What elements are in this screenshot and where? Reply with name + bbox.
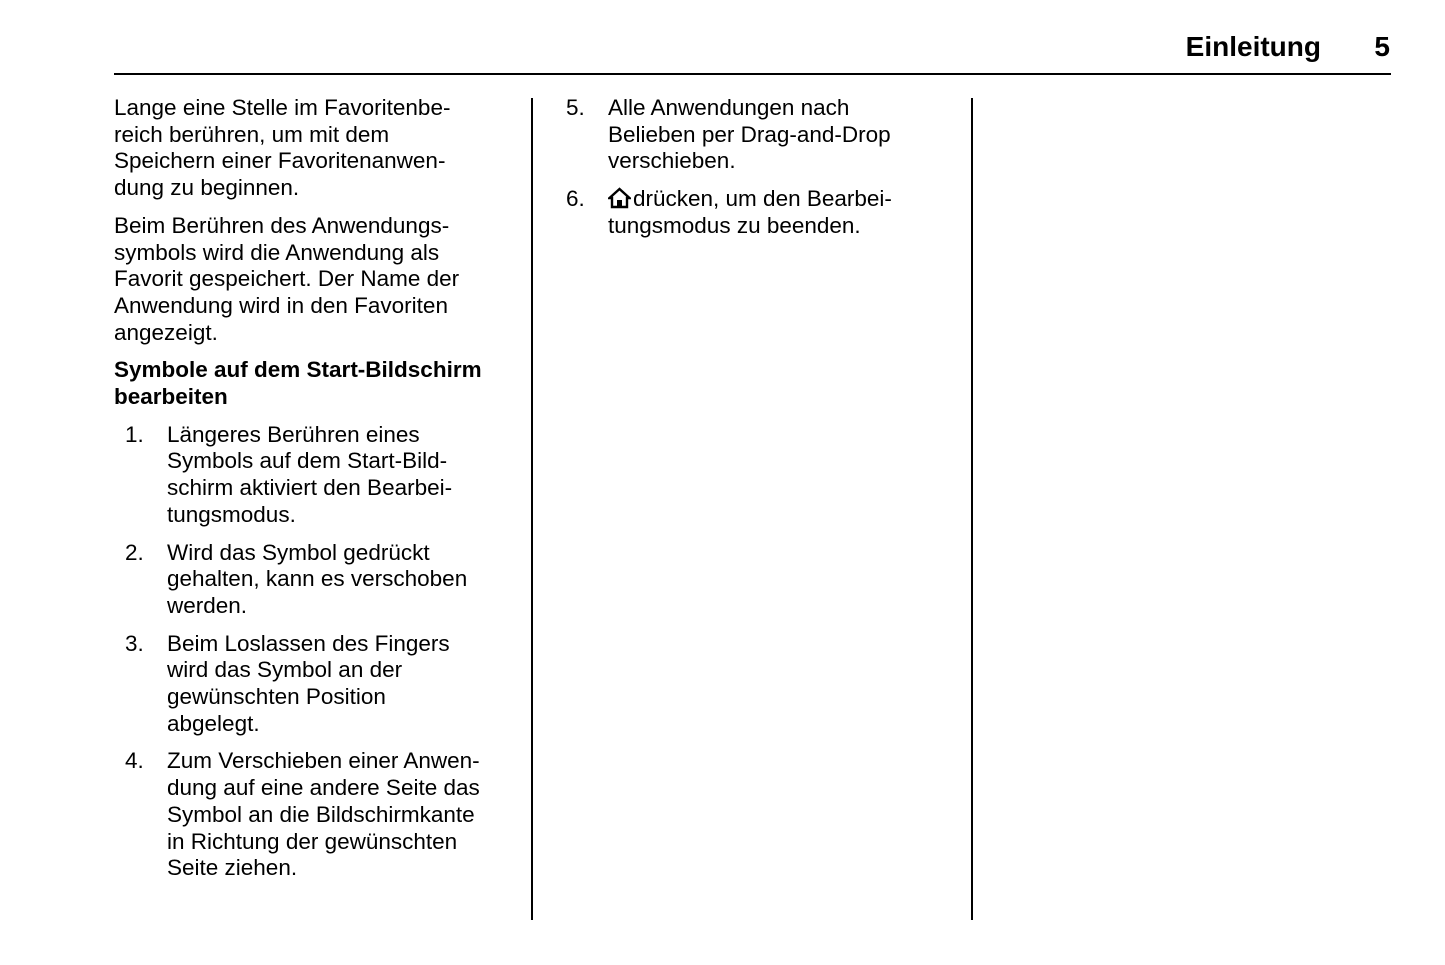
list-number: 4. <box>125 748 144 774</box>
text-line: reich berühren, um mit dem <box>114 121 390 147</box>
text-line: Symbols auf dem Start-Bild- <box>167 448 448 474</box>
list-item-5 <box>566 95 961 175</box>
section-heading <box>114 357 519 410</box>
list-number: 1. <box>125 421 144 447</box>
list-number: 3. <box>125 630 144 656</box>
list-number: 6. <box>566 186 585 212</box>
paragraph-save-favorite <box>114 213 519 347</box>
text-line: Belieben per Drag-and-Drop <box>608 121 891 147</box>
column-divider-left <box>531 98 533 920</box>
text-line: gehalten, kann es verschoben <box>167 566 468 592</box>
text-line: werden. <box>167 592 248 618</box>
text-line: Beim Loslassen des Fingers <box>167 630 450 656</box>
text-line: in Richtung der gewünschten <box>167 828 458 854</box>
text-line: Alle Anwendungen nach <box>608 95 850 120</box>
list-item-text <box>167 540 519 620</box>
text-line: Beim Berühren des Anwendungs- <box>114 212 450 238</box>
text-line-with-icon <box>608 186 961 213</box>
text-line: dung auf eine andere Seite das <box>167 775 480 801</box>
heading-line: bearbeiten <box>114 384 228 410</box>
list-item-1 <box>114 422 519 529</box>
column-divider-right <box>971 98 973 920</box>
text-line: tungsmodus zu beenden. <box>608 212 861 238</box>
list-item-text <box>608 186 961 239</box>
header-divider <box>114 73 1391 75</box>
page-header <box>114 30 1390 64</box>
page-number: 5 <box>1374 31 1390 62</box>
text-line: dung zu beginnen. <box>114 175 300 201</box>
list-item-text <box>608 95 961 175</box>
section-title: Einleitung <box>1185 31 1321 62</box>
list-number: 5. <box>566 95 585 120</box>
text-line: Favorit gespeichert. Der Name der <box>114 266 460 292</box>
text-column-2 <box>566 95 961 251</box>
list-item-3 <box>114 631 519 738</box>
text-column-1 <box>114 95 519 893</box>
text-line: Anwendung wird in den Favoriten <box>114 292 448 318</box>
list-item-6 <box>566 186 961 239</box>
text-fragment: drücken, um den Bearbei- <box>633 186 892 212</box>
text-line: Wird das Symbol gedrückt <box>167 539 430 565</box>
text-line: tungsmodus. <box>167 501 296 527</box>
list-item-text <box>167 748 519 882</box>
text-line: verschieben. <box>608 148 736 174</box>
home-icon <box>608 187 631 209</box>
heading-line: Symbole auf dem Start-Bildschirm <box>114 357 482 383</box>
text-line: Lange eine Stelle im Favoritenbe- <box>114 95 451 120</box>
list-item-2 <box>114 540 519 620</box>
text-line: Speichern einer Favoritenanwen- <box>114 148 446 174</box>
text-line: Zum Verschieben einer Anwen- <box>167 748 480 774</box>
list-number: 2. <box>125 539 144 565</box>
text-line: wird das Symbol an der <box>167 657 403 683</box>
list-item-text <box>167 422 519 529</box>
text-line: Längeres Berühren eines <box>167 421 420 447</box>
text-line: symbols wird die Anwendung als <box>114 239 440 265</box>
list-item-text <box>167 631 519 738</box>
text-line: Seite ziehen. <box>167 855 298 881</box>
text-line: schirm aktiviert den Bearbei- <box>167 475 453 501</box>
text-line: angezeigt. <box>114 319 218 345</box>
list-item-4 <box>114 748 519 882</box>
paragraph-favorites-area <box>114 95 519 202</box>
text-line: abgelegt. <box>167 710 260 736</box>
text-line: gewünschten Position <box>167 684 386 710</box>
text-line: Symbol an die Bildschirmkante <box>167 801 475 827</box>
